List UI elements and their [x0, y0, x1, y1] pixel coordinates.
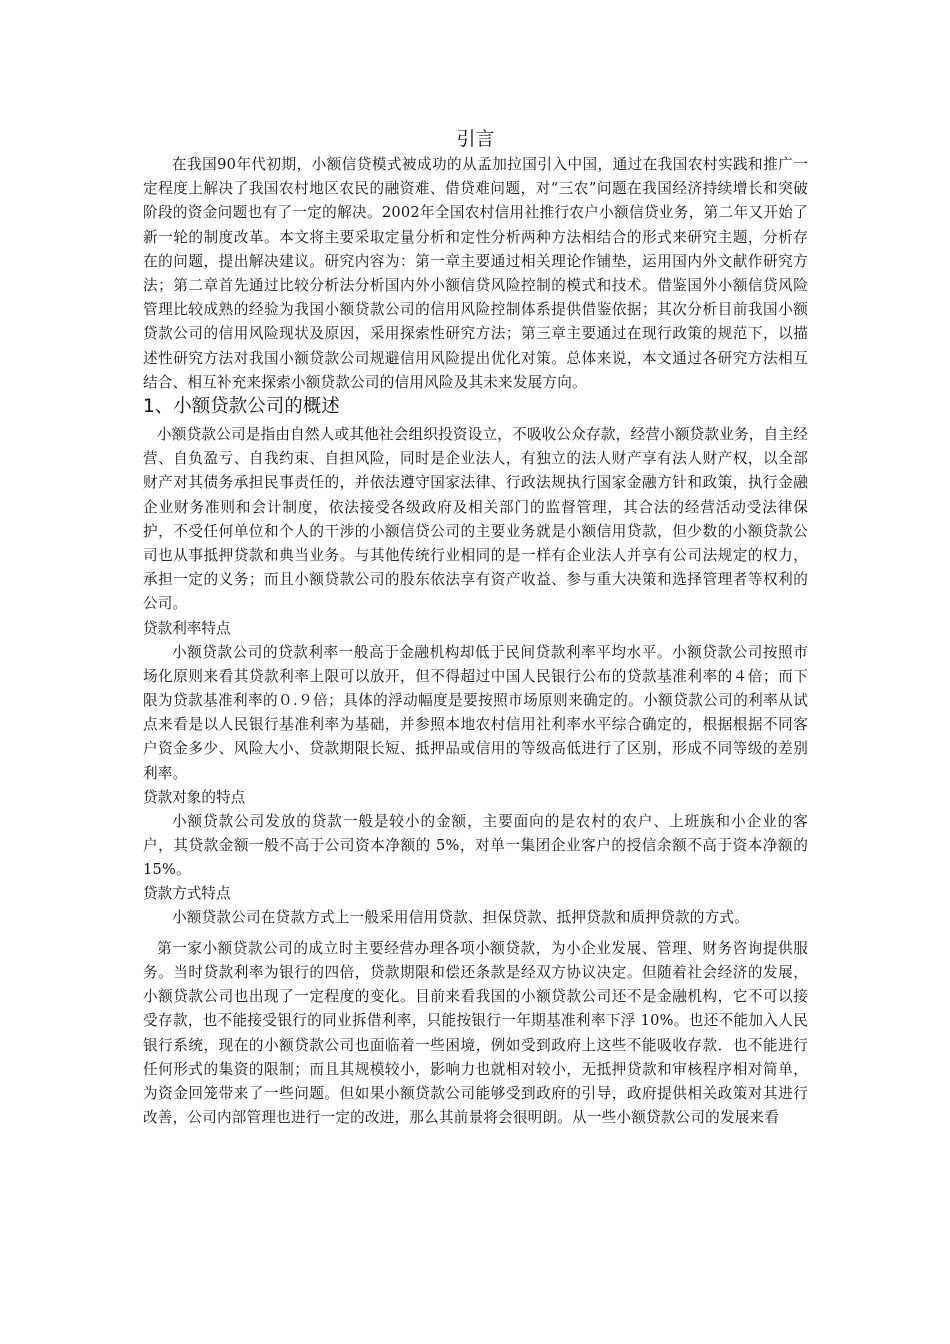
subsection-paragraph-loan-target: 小额贷款公司发放的贷款一般是较小的金额，主要面向的是农村的农户、上班族和小企业的客户，其贷款金额一般不高于公司资本净额的 5%，对单一集团企业客户的授信余额不高于资本净额的 15%。: [143, 812, 808, 879]
page-title: 引言: [456, 128, 495, 150]
subsection-paragraph-interest-rate: 小额贷款公司的贷款利率一般高于金融机构却低于民间贷款利率平均水平。小额贷款公司按照市场化原则来看其贷款利率上限可以放开，但不得超过中国人民银行公布的贷款基准利率的４倍；而下限为贷款基准利率的０.９倍；具体的浮动幅度是要按照市场原则来确定的。小额贷款公司的利率从试点来看是以人民银行基准利率为基础，并参照本地农村信用社利率水平综合确定的，根据根据不同客户资金多少、风险大小、贷款期限长短、抵押品或信用的等级高低进行了区别，形成不同等级的差别利率。: [143, 643, 808, 782]
subsection-heading-loan-target: 贷款对象的特点: [143, 788, 246, 806]
intro-paragraph: 在我国90年代初期，小额信贷模式被成功的从孟加拉国引入中国，通过在我国农村实践和推广一定程度上解决了我国农村地区农民的融资难、借贷难问题，对“三农”问题在我国经济持续增长和突破阶段的资金问题也有了一定的解决。2002年全国农村信用社推行农户小额信贷业务，第二年又开始了新一轮的制度改革。本文将主要采取定量分析和定性分析两种方法相结合的形式来研究主题，分析存在的问题，提出解决建议。研究内容为：第一章主要通过相关理论作铺垫，运用国内外文献作研究方法；第二章首先通过比较分析法分析国内外小额信贷风险控制的模式和技术。借鉴国外小额信贷风险管理比较成熟的经验为我国小额贷款公司的信用风险控制体系提供借鉴依据；其次分析目前我国小额贷款公司的信用风险现状及原因，采用探索性研究方法；第三章主要通过在现行政策的规范下，以描述性研究方法对我国小额贷款公司规避信用风险提出优化对策。总体来说，本文通过各研究方法相互结合、相互补充来探索小额贷款公司的信用风险及其未来发展方向。: [143, 156, 808, 391]
closing-paragraph: 第一家小额贷款公司的成立时主要经营办理各项小额贷款，为小企业发展、管理、财务咨询提供服务。当时贷款利率为银行的四倍，贷款期限和偿还条款是经双方协议决定。但随着社会经济的发展，小额贷款公司也出现了一定程度的变化。目前来看我国的小额贷款公司还不是金融机构，它不可以接受存款，也不能接受银行的同业拆借利率，只能按银行一年期基准利率下浮 10%。也还不能加入人民银行系统，现在的小额贷款公司也面临着一些困境，例如受到政府上这些不能吸收存款．也不能进行任何形式的集资的限制；而且其规模较小，影响力也就相对较小，无抵押贷款和审核程序相对简单，为资金回笼带来了一些问题。但如果小额贷款公司能够受到政府的引导，政府提供相关政策对其进行改善，公司内部管理也进行一定的改进，那么其前景将会很明朗。从一些小额贷款公司的发展来看: [143, 939, 808, 1127]
document-body: [143, 125, 808, 1130]
section-paragraph: 小额贷款公司是指由自然人或其他社会组织投资设立，不吸收公众存款，经营小额贷款业务，自主经营、自负盈亏、自我约束、自担风险，同时是企业法人，有独立的法人财产享有法人财产权，以全部财产对其债务承担民事责任的，并依法遵守国家法律、行政法规执行国家金融方针和政策，执行金融企业财务准则和会计制度，依法接受各级政府及相关部门的监督管理，其合法的经营活动受法律保护，不受任何单位和个人的干涉的小额信贷公司的主要业务就是小额信用贷款，但少数的小额贷款公司也从事抵押贷款和典当业务。与其他传统行业相同的是一样有企业法人并享有公司法规定的权力，承担一定的义务；而且小额贷款公司的股东依法享有资产收益、参与重大决策和选择管理者等权利的公司。: [143, 426, 808, 613]
section-heading: 1、小额贷款公司的概述: [143, 396, 340, 418]
subsection-paragraph-loan-method: 小额贷款公司在贷款方式上一般采用信用贷款、担保贷款、抵押贷款和质押贷款的方式。: [172, 909, 749, 927]
subsection-heading-loan-method: 贷款方式特点: [143, 885, 231, 903]
subsection-heading-interest-rate: 贷款利率特点: [143, 619, 231, 637]
